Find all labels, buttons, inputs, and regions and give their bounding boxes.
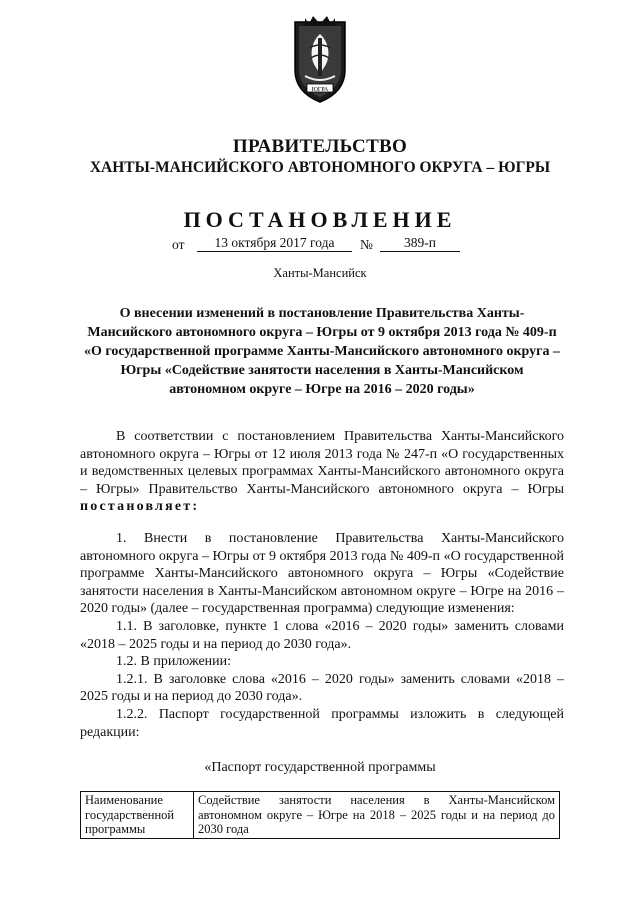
passport-table [80,791,560,839]
passport-label: Наименование государственной программы [81,792,194,839]
date-prefix: от [172,237,185,252]
number-sign: № [360,237,373,252]
preamble-emphasis: постановляет: [80,499,200,515]
region-name: ХАНТЫ-МАНСИЙСКОГО АВТОНОМНОГО ОКРУГА – ЮГРЫ [89,159,551,176]
khmao-coat-of-arms-icon [289,14,351,106]
passport-heading: «Паспорт государственной программы [204,760,436,775]
preamble-text: В соответствии с постановлением Правительства Ханты-Мансийского автономного округа – Югры от 12 июля 2013 года № 247-п «О государственных и ведомственных целевых программах Ханты-Мансийского автономного округа – Югры» Правительство Ханты-Мансийского автономного округа – Югры [80,429,564,497]
document-type: ПОСТАНОВЛЕНИЕ [183,207,457,232]
list-item: 1.1. В заголовке, пункте 1 слова «2016 – 2020 годы» заменить словами «2018 – 2025 годы и на период до 2030 года». [80,618,564,652]
items-list [80,530,564,741]
government-name: ПРАВИТЕЛЬСТВО [232,136,408,157]
preamble [80,428,564,516]
document-title: О внесении изменений в постановление Правительства Ханты-Мансийского автономного округа – Югры от 9 октября 2013 года № 409-п «О государственной программе Ханты-Мансийского автономного округа – Югры «Содействие занятости населения в Ханты-Мансийском автономном округе – Югре на 2016 – 2020 годы» [84,306,560,397]
document-number: 389-п [380,234,460,252]
table-row [81,792,560,839]
document-date: 13 октября 2017 года [197,234,352,252]
emblem-caption: ЮГРА [311,87,329,93]
list-item: 1.2.1. В заголовке слова «2016 – 2020 годы» заменить словами «2018 – 2025 годы и на период до 2030 года». [80,671,564,705]
list-item: 1.2.2. Паспорт государственной программы изложить в следующей редакции: [80,706,564,740]
passport-value: Содействие занятости населения в Ханты-Мансийском автономном округе – Югре на 2018 – 2025 годы и на период до 2030 года [194,792,560,839]
city-name: Ханты-Мансийск [273,266,367,280]
list-item: 1. Внести в постановление Правительства Ханты-Мансийского автономного округа – Югры от 9 октября 2013 года № 409-п «О государственной программе Ханты-Мансийского автономного округа – Югры «Содействие занятости населения в Ханты-Мансийском автономном округе – Югре на 2016 – 2020 годы» (далее – государственная программа) следующие изменения: [80,531,564,617]
list-item: 1.2. В приложении: [116,654,232,670]
